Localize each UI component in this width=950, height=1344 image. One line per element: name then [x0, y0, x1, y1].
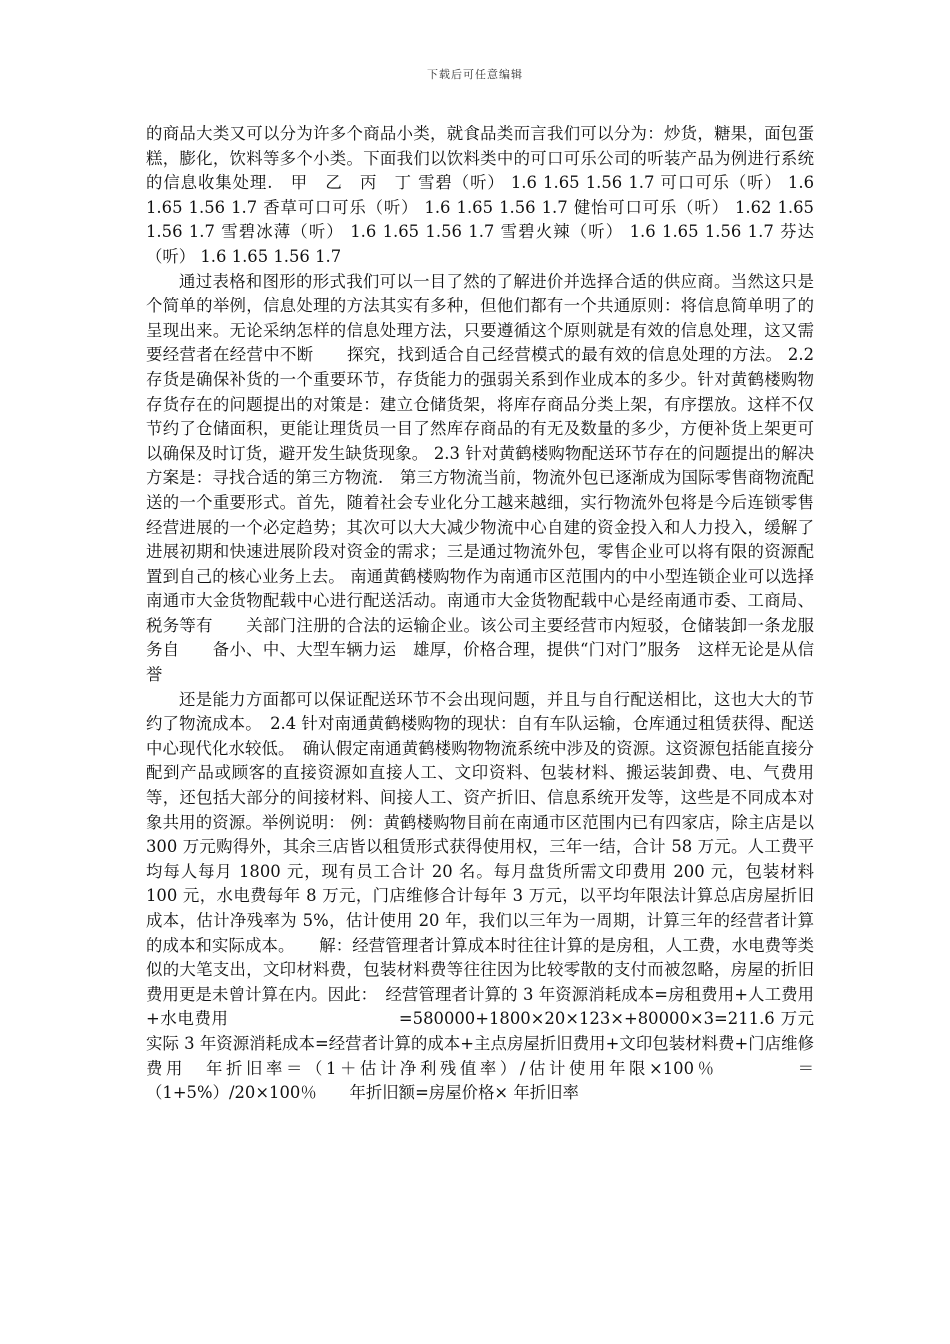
paragraph-1: 的商品大类又可以分为许多个商品小类，就食品类而言我们可以分为：炒货，糖果，面包蛋糕，膨化，饮料等多个小类。下面我们以饮料类中的可口可乐公司的听装产品为例进行系统的信息收集处理. 甲 乙 丙 丁 雪碧（听） 1.6 1.65 1.56 1.7 可口可乐（听） 1.6 1.65 1.56 1.7 香草可口可乐（听） 1.6 1.65 1.56 1.7 健怡可口可乐（听） 1.62 1.65 1.56 1.7 雪碧冰薄（听） 1.6 1.65 1.56 1.7 雪碧火辣（听） 1.6 1.65 1.56 1.7 芬达（听） 1.6 1.65 1.56 1.7	[146, 124, 814, 266]
paragraph-3: 还是能力方面都可以保证配送环节不会出现问题，并且与自行配送相比，这也大大的节约了物流成本。 2.4 针对南通黄鹤楼购物的现状：自有车队运输，仓库通过租赁获得、配送中心现代化水较低。 确认假定南通黄鹤楼购物物流系统中涉及的资源。这资源包括能直接分配到产品或顾客的直接资源如直接人工、文印资料、包装材料、搬运装卸费、电、气费用等，还包括大部分的间接材料、间接人工、资产折旧、信息系统开发等，这些是不同成本对象共用的资源。举例说明： 例：黄鹤楼购物目前在南通市区范围内已有四家店，除主店是以 300 万元购得外，其余三店皆以租赁形式获得使用权，三年一结，合计 58 万元。人工费平均每人每月 1800 元，现有员工合计 20 名。每月盘货所需文印费用 200 元，包装材料 100 元，水电费每年 8 万元，门店维修合计每年 3 万元，以平均年限法计算总店房屋折旧成本，估计净残率为 5%，估计使用 20 年，我们以三年为一周期，计算三年的经营者计算的成本和实际成本。 解：经营管理者计算成本时往往计算的是房租，人工费，水电费等类似的大笔支出，文印材料费，包装材料费等往往因为比较零散的支付而被忽略，房屋的折旧费用更是未曾计算在内。因此： 经营管理者计算的 3 年资源消耗成本=房租费用+人工费用+水电费用 =580000+1800×20×123×+80000×3=211.6 万元 实际 3 年资源消耗成本=经营者计算的成本+主点房屋折旧费用+文印包装材料费+门店维修费用 年折旧率＝（1＋估计净利残值率）/估计使用年限×100％ ＝（1+5%）/20×100％ 年折旧额=房屋价格× 年折旧率	[146, 689, 831, 1103]
page-header: 下载后可任意编辑	[427, 68, 523, 81]
paragraph-2: 通过表格和图形的形式我们可以一目了然的了解进价并选择合适的供应商。当然这只是个简单的举例，信息处理的方法其实有多种，但他们都有一个共通原则：将信息简单明了的呈现出来。无论采纳怎样的信息处理方法，只要遵循这个原则就是有效的信息处理，这又需要经营者在经营中不断 探究，找到适合自己经营模式的最有效的信息处理的方法。 2.2 存货是确保补货的一个重要环节，存货能力的强弱关系到作业成本的多少。针对黄鹤楼购物存货存在的问题提出的对策是：建立仓储货架，将库存商品分类上架，有序摆放。这样不仅节约了仓储面积，更能让理货员一目了然库存商品的有无及数量的多少，方便补货上架更可以确保及时订货，避开发生缺货现象。 2.3 针对黄鹤楼购物配送环节存在的问题提出的解决方案是：寻找合适的第三方物流. 第三方物流当前，物流外包已逐渐成为国际零售商物流配送的一个重要形式。首先，随着社会专业化分工越来越细，实行物流外包将是今后连锁零售经营进展的一个必定趋势；其次可以大大减少物流中心自建的资金投入和人力投入，缓解了进展初期和快速进展阶段对资金的需求；三是通过物流外包，零售企业可以将有限的资源配置到自己的核心业务上去。 南通黄鹤楼购物作为南通市区范围内的中小型连锁企业可以选择南通市大金货物配载中心进行配送活动。南通市大金货物配载中心是经南通市委、工商局、税务等有 关部门注册的合法的运输企业。该公司主要经营市内短驳，仓储装卸一条龙服务自 备小、中、大型车辆力运 雄厚，价格合理，提供“门对门”服务 这样无论是从信誉	[146, 271, 814, 685]
document-body	[146, 122, 831, 1106]
